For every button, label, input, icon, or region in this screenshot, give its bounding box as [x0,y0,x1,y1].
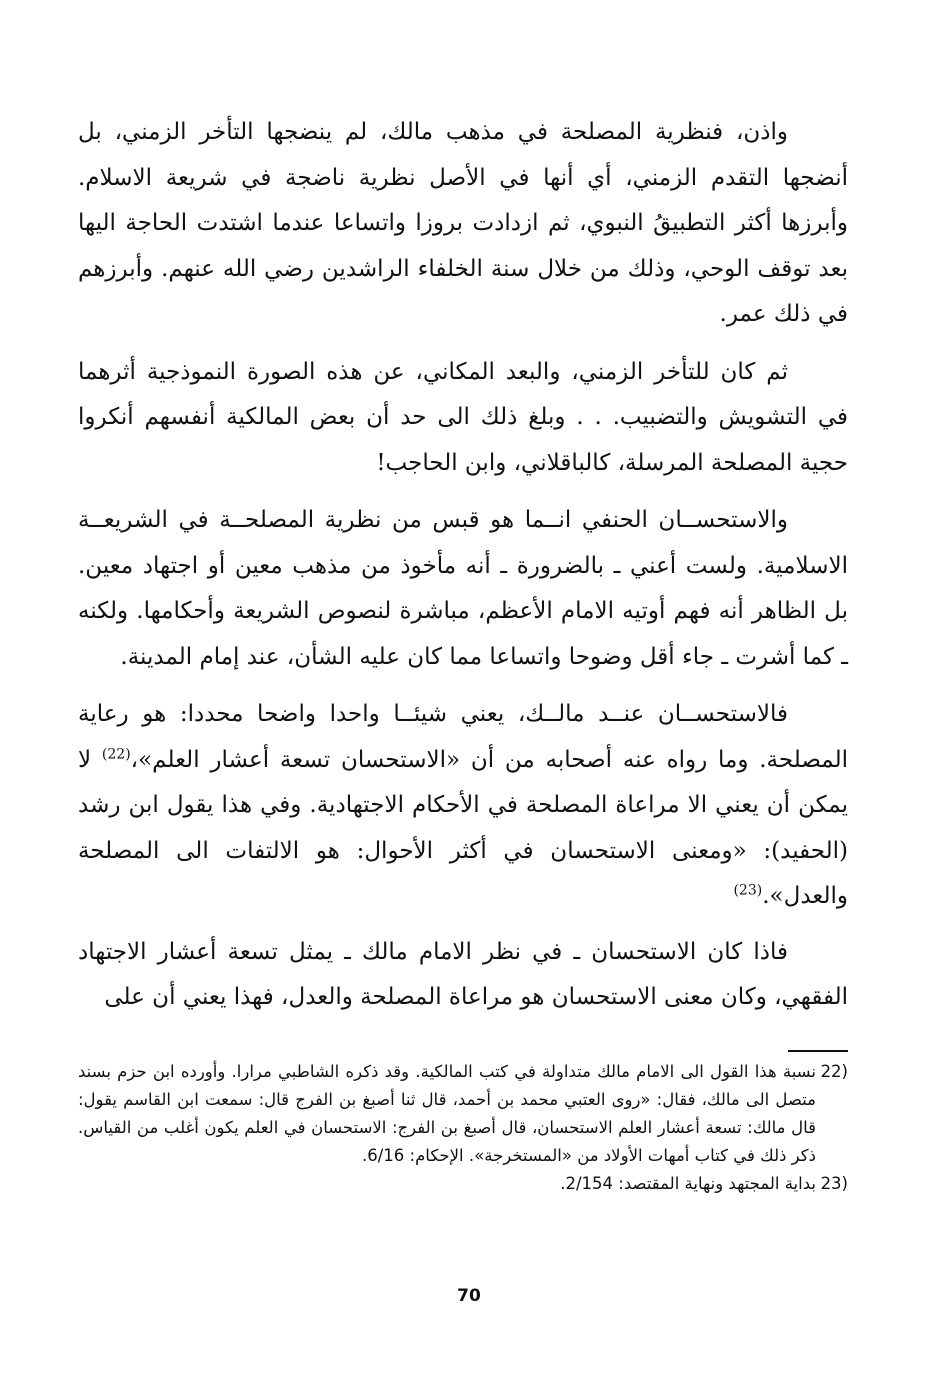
footnotes [78,1058,848,1198]
footnote-ref-22[interactable]: (22) [101,745,131,762]
paragraph-4-part-1: فالاستحســان عنــد مالــك، يعني شيئــا واحدا واضحا محددا: هو رعاية المصلحة. وما رواه عنه أصحابه من أن «الاستحسان تسعة أعشار العلم»، [78,701,848,773]
footnote-text: نسبة هذا القول الى الامام مالك متداولة في كتب المالكية. وقد ذكره الشاطبي مرارا. وأورده ابن حزم بسند متصل الى مالك، فقال: «روى العتبي محمد بن أحمد، قال ثنا أصبغ بن الفرج قال: سمعت ابن القاسم يقول: قال مالك: تسعة أعشار العلم الاستحسان، قال أصبغ بن الفرج: الاستحسان في العلم يكون أغلب من القياس. ذكر ذلك في كتاب أمهات الأولاد من «المستخرجة». الإحكام: 6/16. [78,1062,816,1165]
footnote-number: 23) [820,1174,848,1193]
footnote-number: 22) [820,1062,848,1081]
page-number: 70 [457,1286,481,1306]
footnote-divider [788,1050,848,1052]
paragraph-4-part-2: لا يمكن أن يعني الا مراعاة المصلحة في الأحكام الاجتهادية. وفي هذا يقول ابن رشد (الحفيد): «ومعنى الاستحسان في أكثر الأحوال: هو الالتفات الى المصلحة والعدل». [78,746,848,909]
footnote-text: بداية المجتهد ونهاية المقتصد: 2/154. [560,1174,816,1193]
paragraph-4 [78,692,848,920]
main-text [78,110,848,1021]
paragraph-1: واذن، فنظرية المصلحة في مذهب مالك، لم ينضجها التأخر الزمني، بل أنضجها التقدم الزمني، أي أنها في الأصل نظرية ناضجة في شريعة الاسلام. وأبرزها أكثر التطبيقُ النبوي، ثم ازدادت بروزا واتساعا عندما اشتدت الحاجة اليها بعد توقف الوحي، وذلك من خلال سنة الخلفاء الراشدين رضي الله عنهم. وأبرزهم في ذلك عمر. [78,119,848,327]
paragraph-5: فاذا كان الاستحسان ـ في نظر الامام مالك ـ يمثل تسعة أعشار الاجتهاد الفقهي، وكان معنى الاستحسان هو مراعاة المصلحة والعدل، فهذا يعني أن على [78,938,848,1010]
footnote-ref-23[interactable]: (23) [733,882,763,899]
paragraph-3: والاستحســان الحنفي انــما هو قبس من نظرية المصلحــة في الشريعــة الاسلامية. ولست أعني ـ بالضرورة ـ أنه مأخوذ من مذهب معين أو اجتهاد معين. بل الظاهر أنه فهم أوتيه الامام الأعظم، مباشرة لنصوص الشريعة وأحكامها. ولكنه ـ كما أشرت ـ جاء أقل وضوحا واتساعا مما كان عليه الشأن، عند إمام المدينة. [78,507,848,670]
footnote-22 [78,1058,848,1170]
paragraph-2: ثم كان للتأخر الزمني، والبعد المكاني، عن هذه الصورة النموذجية أثرهما في التشويش والتضبيب. . . وبلغ ذلك الى حد أن بعض المالكية أنفسهم أنكروا حجية المصلحة المرسلة، كالباقلاني، وابن الحاجب! [78,358,848,476]
footnote-23 [78,1170,848,1198]
